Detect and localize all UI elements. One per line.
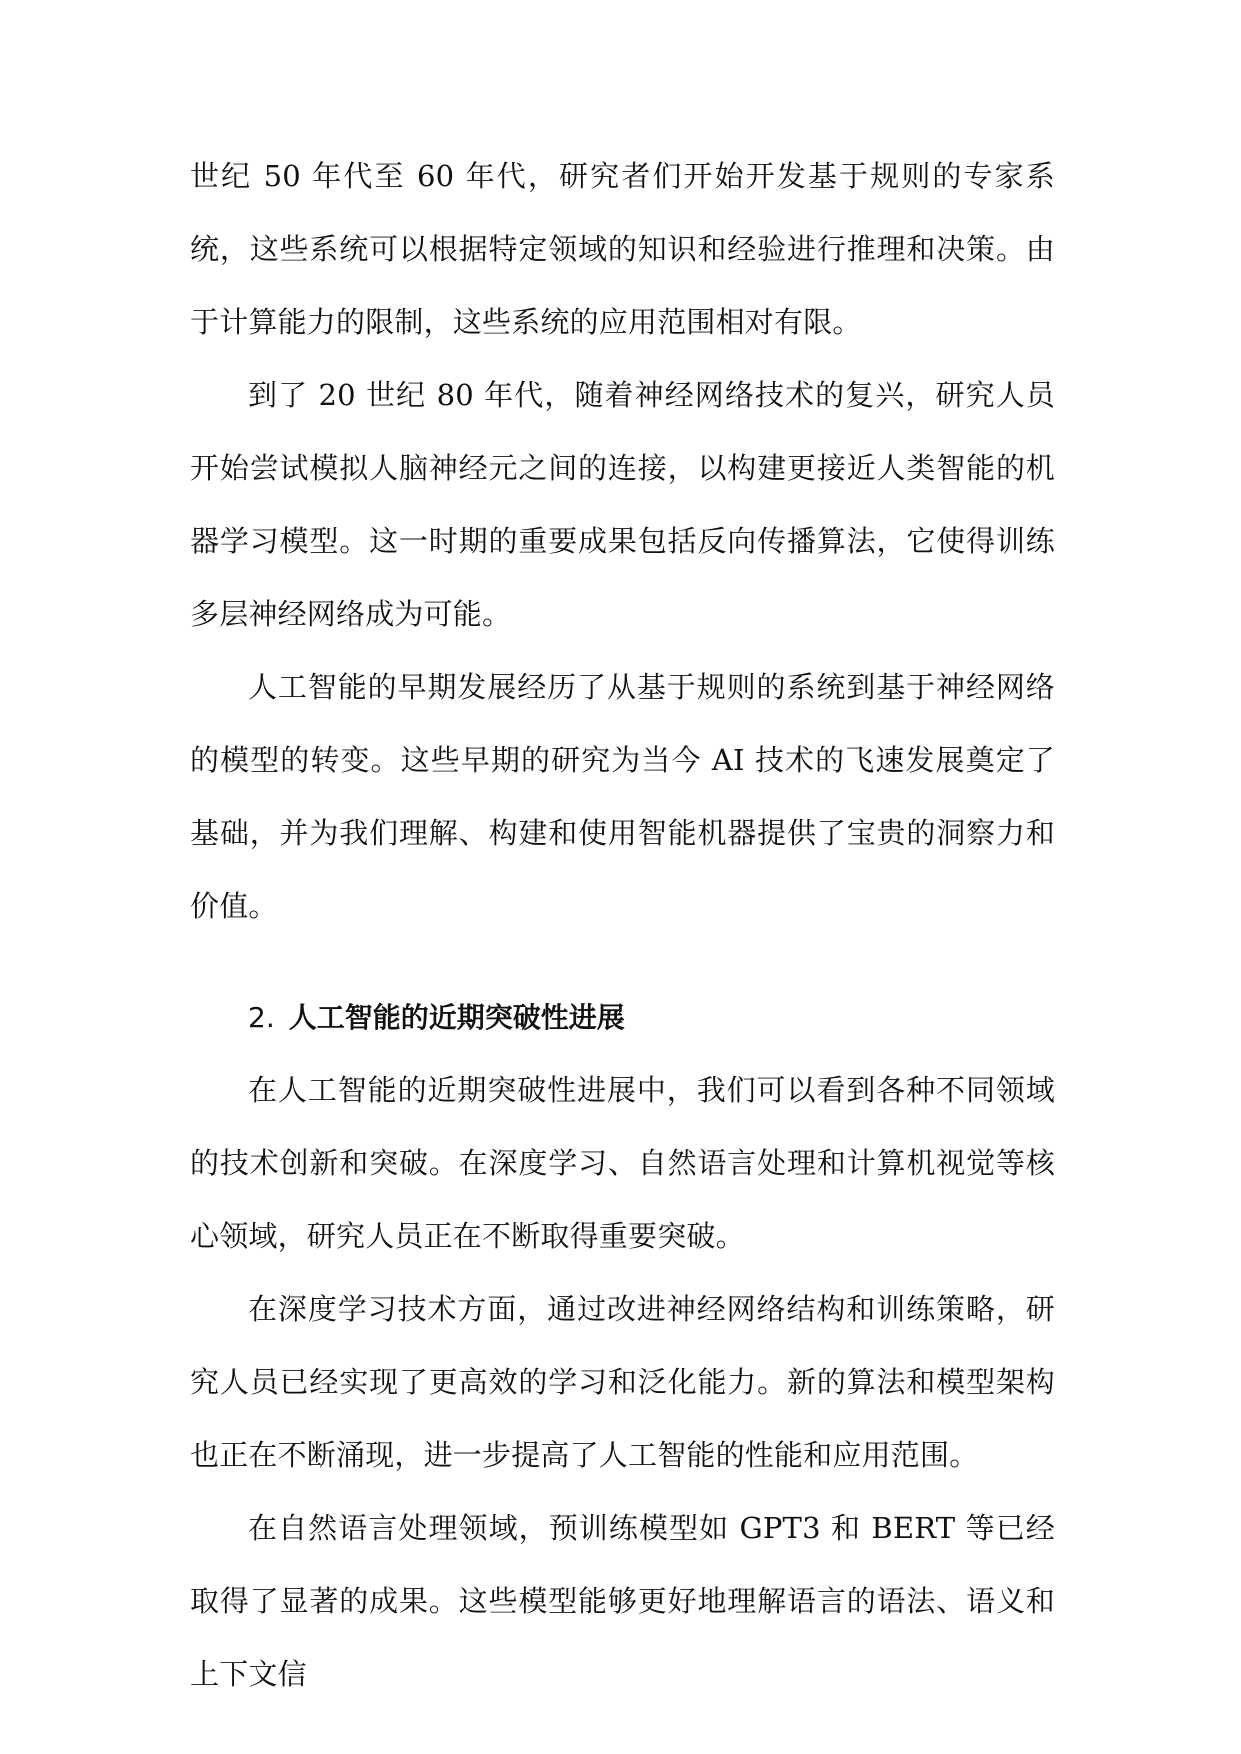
section-heading bbox=[190, 981, 1055, 1054]
section-number: 2. bbox=[248, 1001, 275, 1034]
paragraph-recent-breakthroughs: 在人工智能的近期突破性进展中，我们可以看到各种不同领域的技术创新和突破。在深度学习、自然语言处理和计算机视觉等核心领域，研究人员正在不断取得重要突破。 bbox=[190, 1073, 1055, 1253]
section-title: 人工智能的近期突破性进展 bbox=[288, 1001, 625, 1034]
paragraph-deep-learning: 在深度学习技术方面，通过改进神经网络结构和训练策略，研究人员已经实现了更高效的学习和泛化能力。新的算法和模型架构也正在不断涌现，进一步提高了人工智能的性能和应用范围。 bbox=[190, 1292, 1055, 1472]
paragraph-nlp: 在自然语言处理领域，预训练模型如 GPT3 和 BERT 等已经取得了显著的成果。这些模型能够更好地理解语言的语法、语义和上下文信 bbox=[190, 1511, 1055, 1691]
paragraph-neural-networks-revival: 到了 20 世纪 80 年代，随着神经网络技术的复兴，研究人员开始尝试模拟人脑神经元之间的连接，以构建更接近人类智能的机器学习模型。这一时期的重要成果包括反向传播算法，它使得训练多层神经网络成为可能。 bbox=[190, 378, 1055, 631]
paragraph-expert-systems: 世纪 50 年代至 60 年代，研究者们开始开发基于规则的专家系统，这些系统可以根据特定领域的知识和经验进行推理和决策。由于计算能力的限制，这些系统的应用范围相对有限。 bbox=[190, 159, 1055, 339]
document-page bbox=[190, 140, 1055, 1711]
paragraph-early-development-summary: 人工智能的早期发展经历了从基于规则的系统到基于神经网络的模型的转变。这些早期的研究为当今 AI 技术的飞速发展奠定了基础，并为我们理解、构建和使用智能机器提供了宝贵的洞察力和价值。 bbox=[190, 670, 1055, 923]
